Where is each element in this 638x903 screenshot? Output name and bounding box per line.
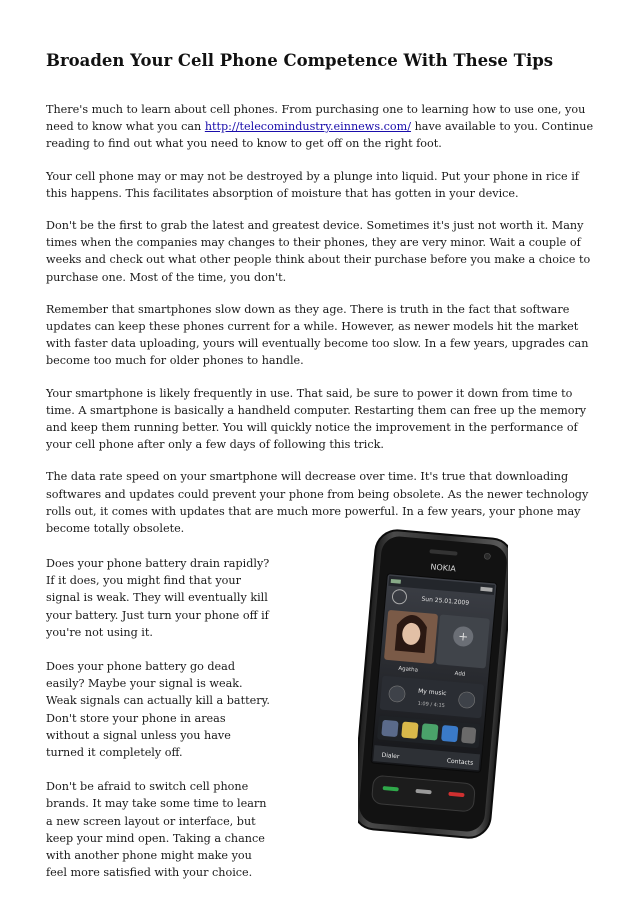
phone-contact-1: Agatha — [398, 665, 419, 674]
paragraph-liquid: Your cell phone may or may not be destroyed by a plunge into liquid. Put your phone in rice if this happens. This facilitates absorption of moisture that has gotten in your device. — [46, 169, 579, 200]
svg-text:+: + — [457, 629, 469, 644]
paragraph-switch-brands: Don't be afraid to switch cell phone brands. It may take some time to learn a new screen layout or interface, but keep your mind open. Taking a chance with another phone might make you feel more satisfied with your choice. — [46, 780, 267, 880]
paragraph-battery-drain: Does your phone battery drain rapidly? If it does, you might find that your signal is weak. They will eventually kill your battery. Just turn your phone off if you're not using it. — [46, 557, 270, 639]
intro-text-end: have available to you. Continue reading to find out what you need to know to get off on the right foot. — [46, 120, 594, 151]
phone-music-time: 1:09 / 4:15 — [417, 700, 446, 710]
paragraph-data-rate: The data rate speed on your smartphone will decrease over time. It's true that downloading softwares and updates could prevent your phone from being obsolete. As the newer technology rolls out, it comes with updates that are much more powerful. In a few years, your phone may become totally obsolete. — [46, 470, 589, 536]
paragraph-latest-device: Don't be the first to grab the latest and greatest device. Sometimes it's just not worth it. Many times when the companies may changes to their phones, they are very minor. Wait a couple of weeks and check out what other people think about their purchase before you make a choice to purchase one. Most of the time, you don't. — [46, 219, 591, 284]
paragraph-battery-dead: Does your phone battery go dead easily? Maybe your signal is weak. Weak signals can actually kill a battery. Don't store your phone in areas without a signal unless you have turned it completely off. — [46, 660, 270, 760]
phone-image — [358, 528, 508, 840]
phone-contact-2: Add — [454, 670, 466, 678]
phone-contacts-label: Contacts — [446, 757, 474, 767]
paragraph-power-down: Your smartphone is likely frequently in use. That said, be sure to power it down from time to time. A smartphone is basically a handheld computer. Restarting them can free up the memory and keep them running better. You will quickly notice the improvement in the performance of your cell phone after only a few days of following this trick. — [46, 386, 587, 452]
telecom-link[interactable]: http://telecomindustry.einnews.com/ — [204, 120, 412, 134]
phone-date: Sun 25.01.2009 — [421, 595, 470, 607]
phone-dialer-label: Dialer — [381, 751, 400, 761]
intro-text-start: There's much to learn about cell phones. From purchasing one to learning how to use one, you need to know what you can — [46, 103, 586, 134]
phone-brand: NOKIA — [430, 562, 457, 574]
side-column — [46, 555, 271, 898]
phone-music-label: My music — [417, 687, 447, 698]
article-body — [46, 101, 594, 552]
paragraph-intro — [46, 101, 594, 153]
paragraph-slow-down: Remember that smartphones slow down as they age. There is truth in the fact that software updates can keep these phones current for a while. However, as newer models hit the market with faster data uploading, yours will eventually become too slow. In a few years, upgrades can become too much for older phones to handle. — [46, 302, 589, 368]
page-title: Broaden Your Cell Phone Competence With These Tips — [46, 51, 554, 70]
